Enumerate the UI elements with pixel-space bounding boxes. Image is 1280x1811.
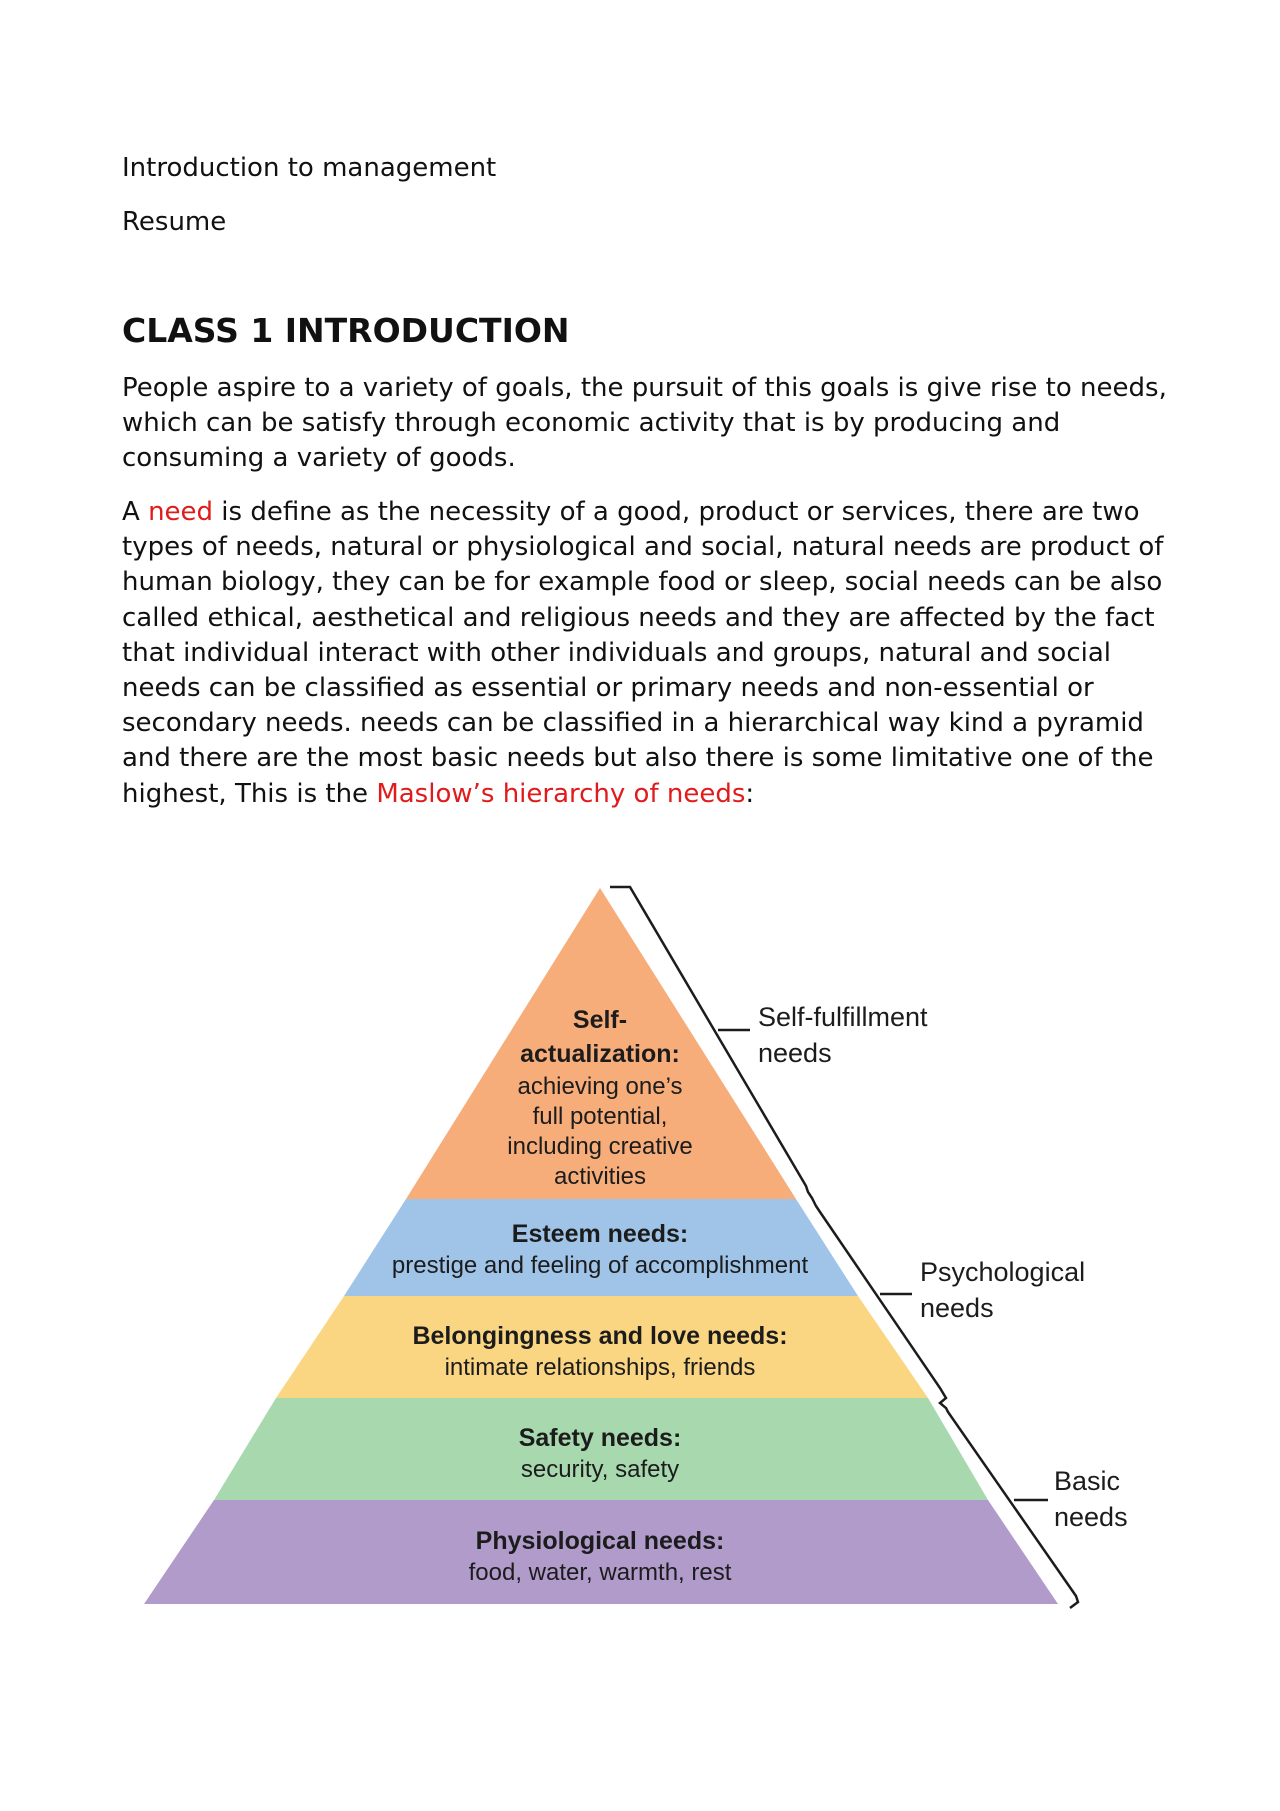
paragraph-lead: A xyxy=(122,497,149,527)
course-title: Introduction to management xyxy=(122,153,497,183)
level-title: Belongingness and love needs: xyxy=(412,1322,788,1350)
group-label-line: needs xyxy=(1054,1502,1128,1532)
intro-paragraph: People aspire to a variety of goals, the pursuit of this goals is give rise to needs, which can be satisfy through economic activity that is by producing and consuming a variety of goods. xyxy=(122,373,1167,474)
doc-type-label: Resume xyxy=(122,207,227,237)
level-description: security, safety xyxy=(520,1456,680,1483)
group-label-line: needs xyxy=(758,1038,832,1068)
group-label-psychological xyxy=(920,1257,1085,1323)
level-description: food, water, warmth, rest xyxy=(468,1559,732,1586)
level-title: Self- xyxy=(572,1006,628,1034)
level-description: including creative xyxy=(507,1133,693,1160)
group-label-self-fulfillment xyxy=(758,1002,928,1068)
level-description: activities xyxy=(553,1163,647,1190)
term-maslow: Maslow’s hierarchy of needs xyxy=(376,778,746,809)
level-description: intimate relationships, friends xyxy=(444,1354,756,1381)
level-description: prestige and feeling of accomplishment xyxy=(391,1252,809,1279)
term-need: need xyxy=(148,497,214,527)
group-label-line: Psychological xyxy=(920,1257,1086,1287)
level-description: achieving one’s xyxy=(517,1073,683,1100)
level-title: Physiological needs: xyxy=(475,1527,725,1555)
level-description: full potential, xyxy=(532,1103,668,1130)
group-label-line: Self-fulfillment xyxy=(758,1002,928,1032)
paragraph-body: is define as the necessity of a good, product or services, there are two types of needs, natural or physiological and social, natural needs are product of human biology, they can be for example food or sleep, social needs can be also called ethical, aesthetical and religious needs and they are affected by the fact that individual interact with other individuals and groups, natural and social needs can be classified as essential or primary needs and non-essential or secondary needs. needs can be classified in a hierarchical way kind a pyramid and there are the most basic needs but also there is some limitative one of the highest, This is the xyxy=(122,497,1164,809)
group-label-line: needs xyxy=(920,1293,994,1323)
paragraph-tail: : xyxy=(745,778,755,809)
level-title: Esteem needs: xyxy=(511,1220,689,1248)
section-heading: CLASS 1 INTRODUCTION xyxy=(122,311,570,350)
group-label-line: Basic xyxy=(1054,1466,1121,1496)
level-title: actualization: xyxy=(520,1040,680,1068)
group-label-basic xyxy=(1054,1466,1128,1532)
level-title: Safety needs: xyxy=(518,1424,682,1452)
